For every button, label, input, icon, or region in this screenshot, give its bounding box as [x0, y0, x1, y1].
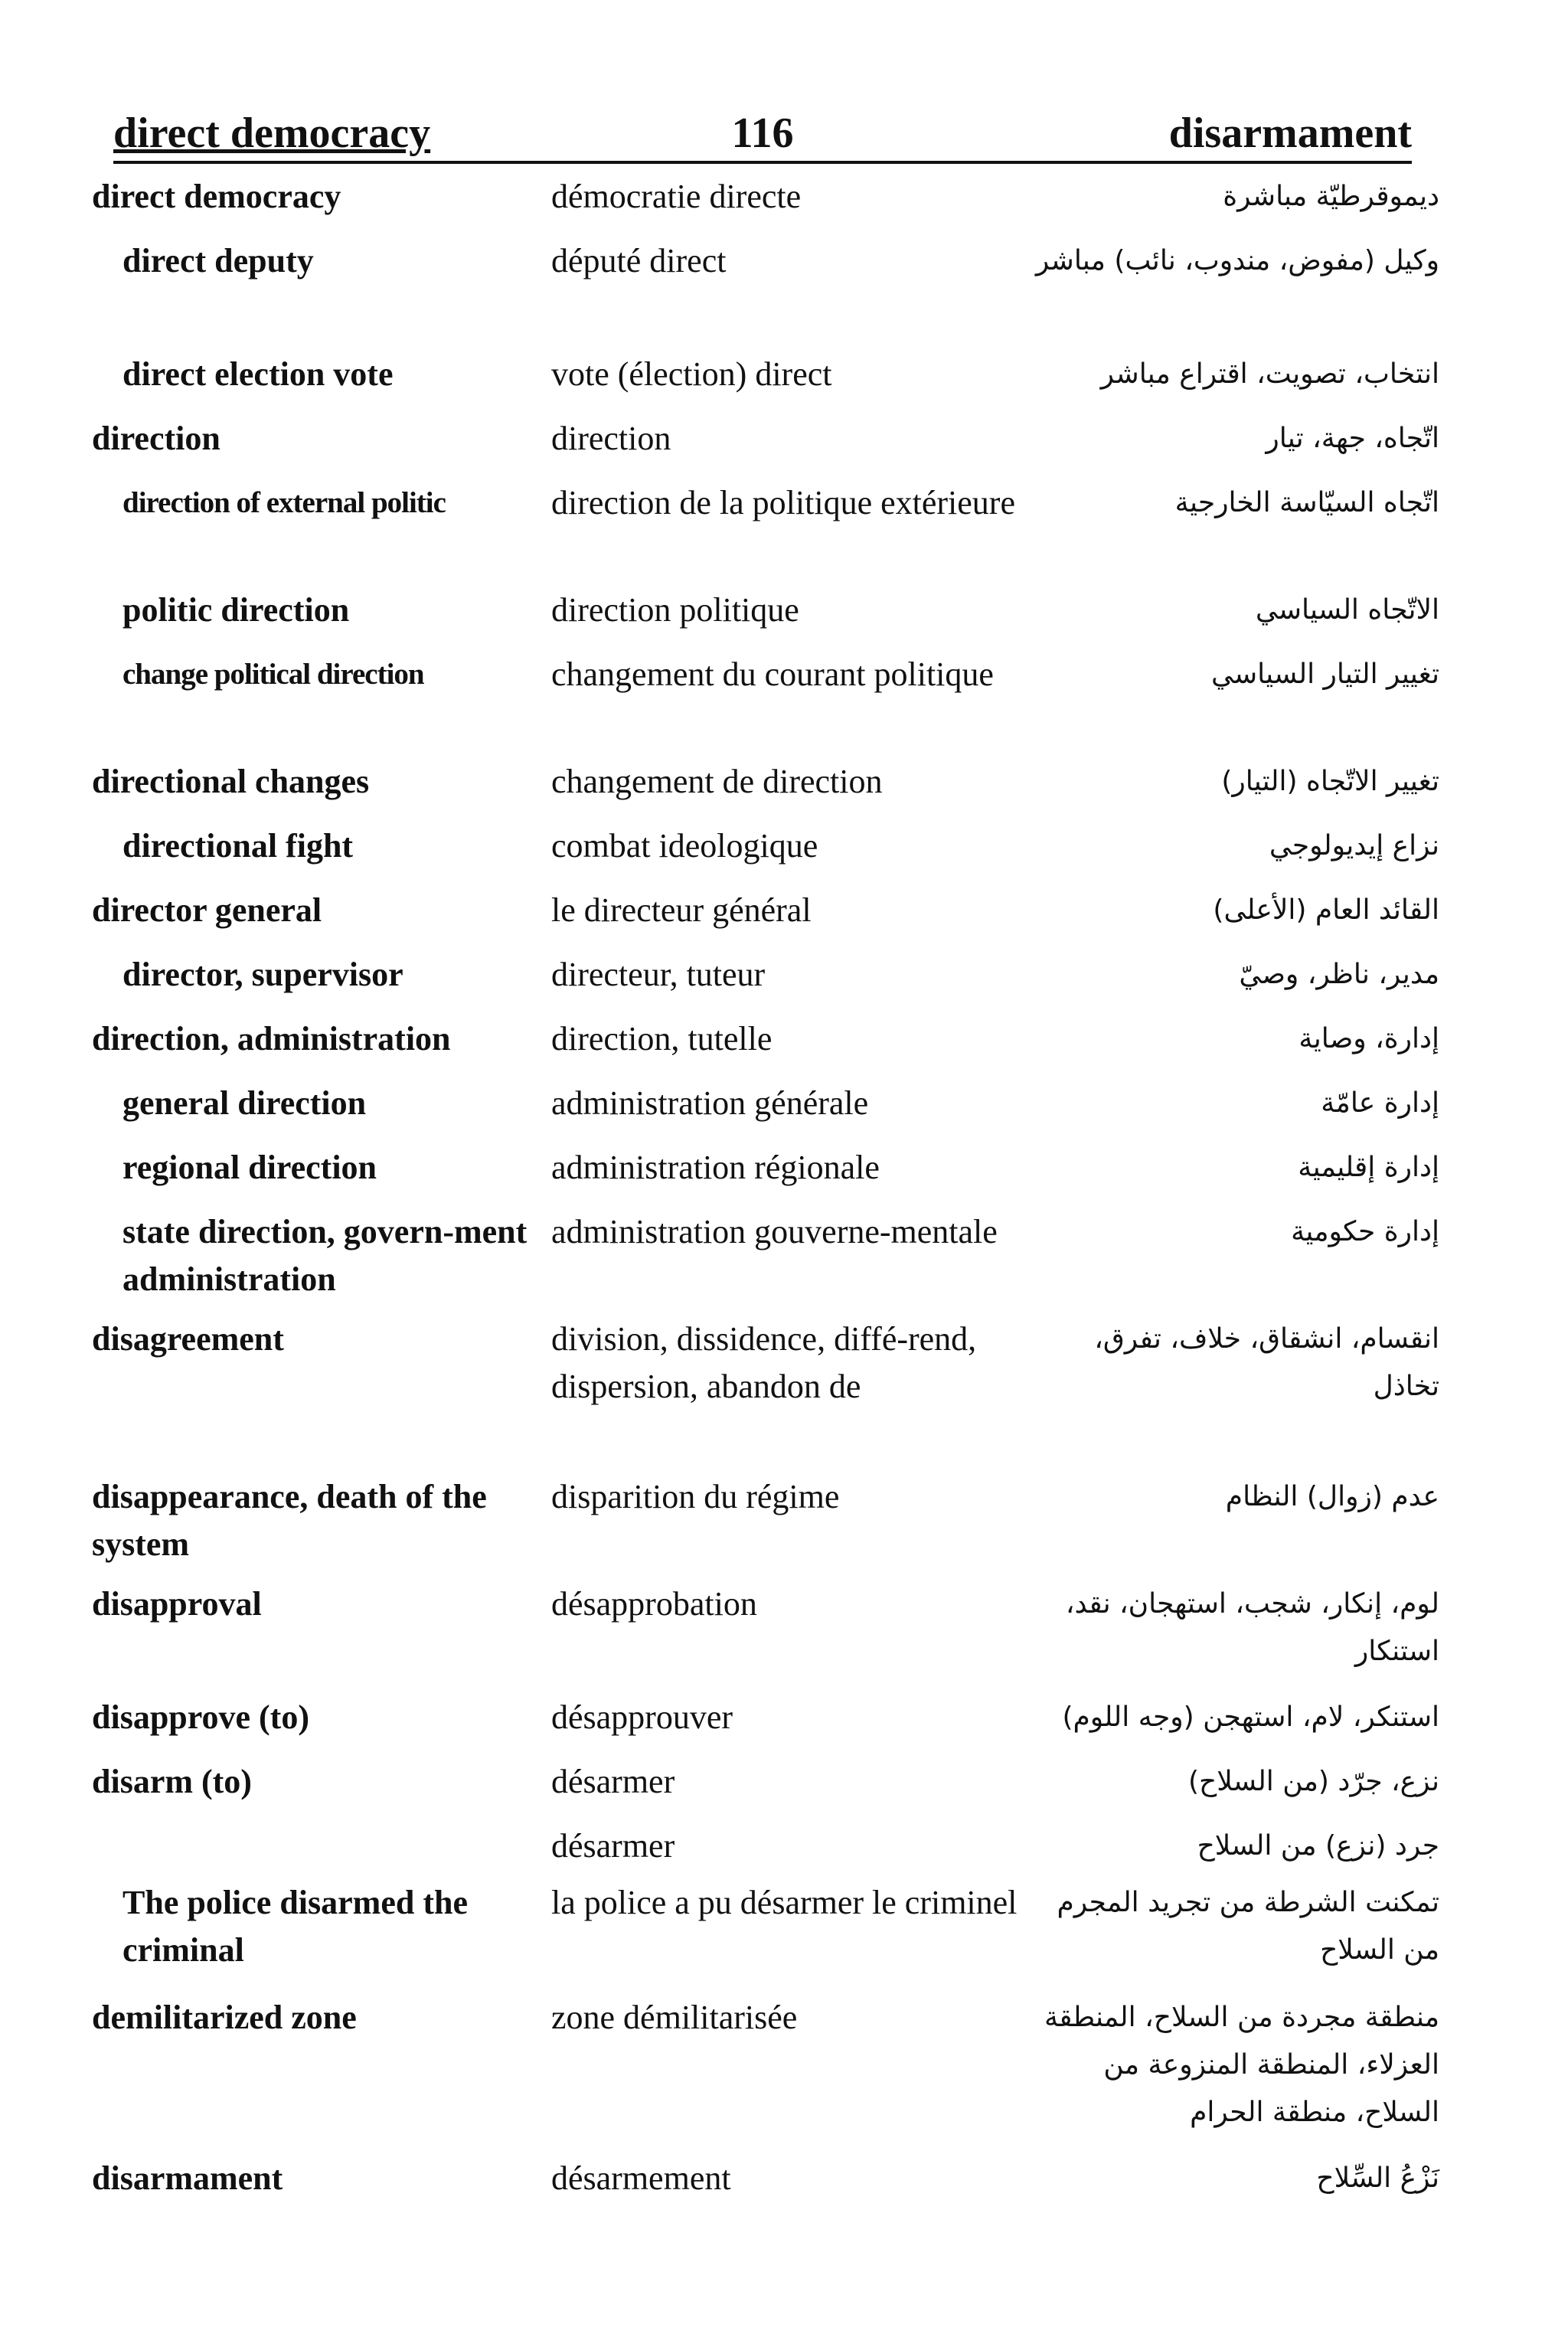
list-item: [92, 1822, 1439, 1879]
arabic-term: تغيير الاتّجاه (التيار): [1221, 766, 1439, 797]
list-item: [92, 237, 1439, 351]
list-item: [92, 351, 1439, 415]
arabic-term: جرد (نزع) من السلاح: [1197, 1830, 1439, 1862]
arabic-term: إدارة حكومية: [1291, 1216, 1439, 1247]
english-term: politic direction: [122, 591, 350, 629]
list-item: [92, 1473, 1439, 1581]
arabic-term: الاتّجاه السياسي: [1255, 594, 1439, 626]
arabic-term: تمكنت الشرطة من تجريد المجرم من السلاح: [1057, 1887, 1439, 1966]
list-item: [92, 651, 1439, 758]
arabic-term: لوم، إنكار، شجب، استهجان، نقد، استنكار: [1065, 1588, 1439, 1667]
entry-list: [92, 173, 1439, 2219]
english-term: direction: [92, 420, 220, 457]
list-item: [92, 822, 1439, 887]
french-term: le directeur général: [551, 891, 812, 929]
french-term: division, dissidence, diffé-rend, dispersion, abandon de: [551, 1320, 977, 1405]
list-item: [92, 415, 1439, 479]
english-term: directional fight: [122, 827, 354, 865]
french-term: changement du courant politique: [551, 655, 994, 693]
english-term: state direction, govern-ment administration: [122, 1213, 528, 1298]
english-term: direction of external politic: [122, 486, 446, 519]
page-number: 116: [731, 110, 794, 157]
list-item: [92, 951, 1439, 1015]
list-item: [92, 1581, 1439, 1694]
arabic-term: إدارة إقليمية: [1298, 1152, 1439, 1183]
french-term: direction de la politique extérieure: [551, 484, 1015, 521]
list-item: [92, 1994, 1439, 2155]
french-term: désarmer: [551, 1827, 675, 1865]
english-term: direction, administration: [92, 1020, 451, 1057]
french-term: directeur, tuteur: [551, 956, 766, 993]
english-term: disapproval: [92, 1585, 262, 1623]
english-term: direct election vote: [122, 355, 394, 393]
french-term: direction politique: [551, 591, 799, 629]
french-term: direction, tutelle: [551, 1020, 773, 1057]
french-term: démocratie directe: [551, 178, 802, 215]
list-item: [92, 2155, 1439, 2219]
list-item: [92, 173, 1439, 237]
list-item: [92, 1879, 1439, 1994]
french-term: désapprouver: [551, 1698, 733, 1736]
french-term: direction: [551, 420, 671, 457]
french-term: zone démilitarisée: [551, 1999, 798, 2036]
arabic-term: وكيل (مفوض، مندوب، نائب) مباشر: [1035, 245, 1439, 276]
french-term: combat ideologique: [551, 827, 818, 865]
list-item: [92, 1015, 1439, 1080]
arabic-term: انقسام، انشقاق، خلاف، تفرق، تخاذل: [1094, 1323, 1439, 1402]
list-item: [92, 1144, 1439, 1208]
english-term: demilitarized zone: [92, 1999, 357, 2036]
header-first-headword: direct democracy: [113, 110, 431, 157]
french-term: administration gouverne-mentale: [551, 1213, 998, 1250]
list-item: [92, 1208, 1439, 1316]
english-term: general direction: [122, 1084, 367, 1122]
english-term: disarm (to): [92, 1763, 252, 1800]
arabic-term: إدارة عامّة: [1321, 1087, 1439, 1119]
english-term: disapprove (to): [92, 1698, 309, 1736]
french-term: désarmer: [551, 1763, 675, 1800]
english-term: The police disarmed the criminal: [122, 1884, 468, 1969]
english-term: directional changes: [92, 763, 370, 800]
french-term: administration régionale: [551, 1149, 880, 1186]
french-term: la police a pu désarmer le criminel: [551, 1884, 1018, 1921]
arabic-term: انتخاب، تصويت، اقتراع مباشر: [1100, 358, 1439, 390]
arabic-term: منطقة مجردة من السلاح، المنطقة العزلاء، المنطقة المنزوعة من السلاح، منطقة الحرام: [1044, 2002, 1439, 2128]
page-header: [113, 107, 1412, 164]
list-item: [92, 1694, 1439, 1758]
header-last-headword: disarmament: [1168, 110, 1412, 157]
list-item: [92, 1080, 1439, 1144]
arabic-term: اتّجاه، جهة، تيار: [1266, 423, 1439, 454]
arabic-term: استنكر، لام، استهجن (وجه اللوم): [1062, 1701, 1439, 1733]
english-term: disappearance, death of the system: [92, 1478, 487, 1563]
arabic-term: إدارة، وصاية: [1298, 1023, 1439, 1054]
french-term: vote (élection) direct: [551, 355, 832, 393]
english-term: change political direction: [122, 658, 424, 691]
list-item: [92, 758, 1439, 822]
list-item: [92, 887, 1439, 951]
french-term: disparition du régime: [551, 1478, 840, 1515]
english-term: director general: [92, 891, 322, 929]
arabic-term: اتّجاه السيّاسة الخارجية: [1174, 487, 1439, 518]
english-term: direct democracy: [92, 178, 341, 215]
french-term: administration générale: [551, 1084, 869, 1122]
english-term: disagreement: [92, 1320, 284, 1358]
arabic-term: ديموقرطيّة مباشرة: [1223, 181, 1439, 212]
list-item: [92, 1316, 1439, 1473]
english-term: disarmament: [92, 2159, 283, 2197]
english-term: direct deputy: [122, 242, 314, 279]
french-term: désarmement: [551, 2159, 731, 2197]
french-term: désapprobation: [551, 1585, 757, 1623]
list-item: [92, 479, 1439, 587]
arabic-term: عدم (زوال) النظام: [1225, 1481, 1439, 1512]
arabic-term: نزاع إيديولوجي: [1269, 830, 1439, 861]
arabic-term: مدير، ناظر، وصيّ: [1239, 959, 1439, 990]
list-item: [92, 1758, 1439, 1822]
arabic-term: نزع، جرّد (من السلاح): [1187, 1766, 1439, 1797]
list-item: [92, 587, 1439, 651]
french-term: député direct: [551, 242, 727, 279]
arabic-term: القائد العام (الأعلى): [1213, 894, 1439, 926]
english-term: regional direction: [122, 1149, 377, 1186]
french-term: changement de direction: [551, 763, 883, 800]
arabic-term: نَزْعُ السِّلاح: [1316, 2162, 1439, 2194]
english-term: director, supervisor: [122, 956, 403, 993]
arabic-term: تغيير التيار السياسي: [1210, 659, 1439, 690]
